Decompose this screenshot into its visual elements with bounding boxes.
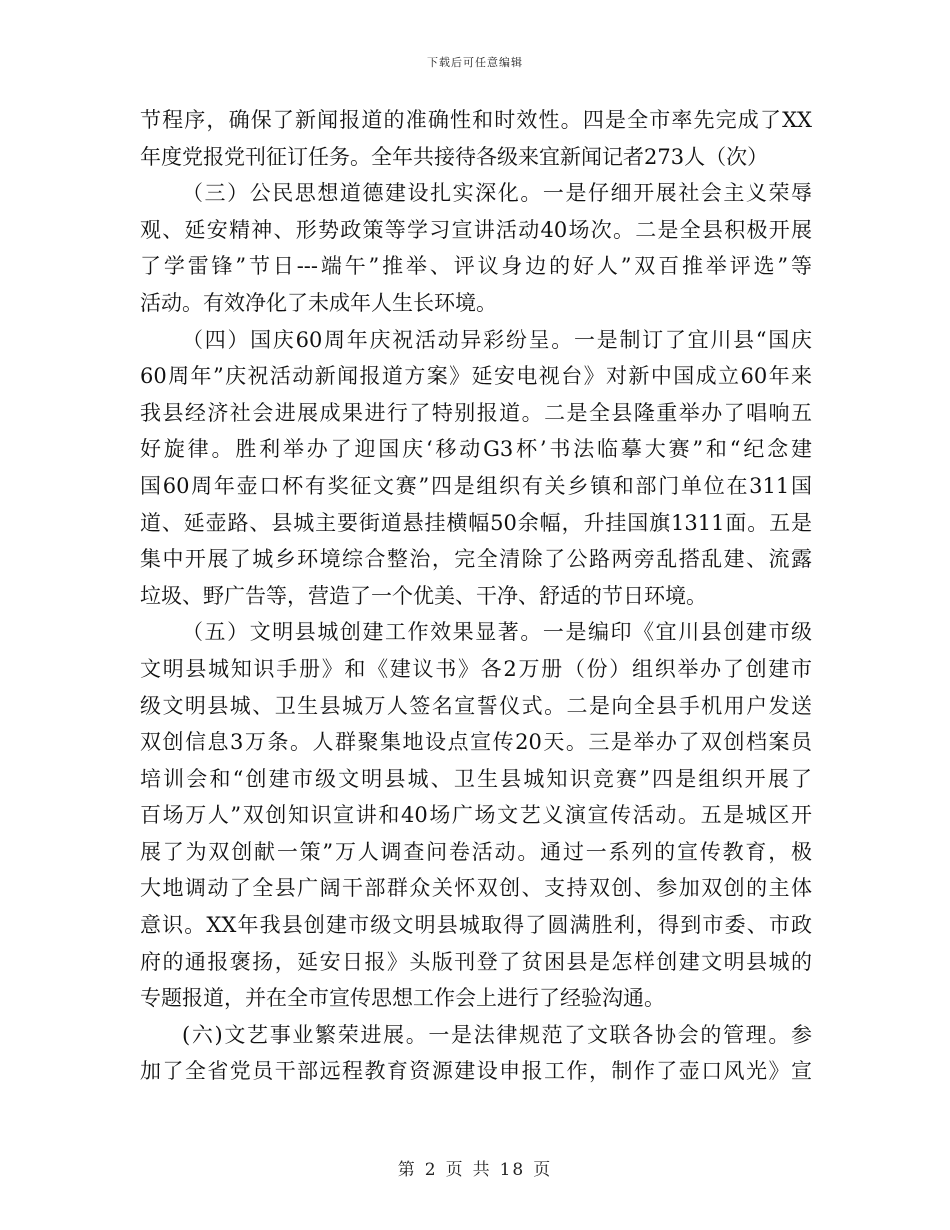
text-line: 集中开展了城乡环境综合整治，完全清除了公路两旁乱搭乱建、流露: [140, 547, 812, 572]
text-line: 年度党报党刊征订任务。全年共接待各级来宜新闻记者273人（次）: [140, 144, 769, 169]
text-line: （三）公民思想道德建设扎实深化。一是仔细开展社会主义荣辱: [182, 181, 812, 206]
text-line: 大地调动了全县广阔干部群众关怀双创、支持双创、参加双创的主体: [140, 876, 812, 901]
text-line: 双创信息3万条。人群聚集地设点宣传20天。三是举办了双创档案员: [140, 730, 812, 755]
text-line: 专题报道，并在全市宣传思想工作会上进行了经验沟通。: [140, 986, 665, 1011]
text-line: 展了为双创献一策”万人调查问卷活动。通过一系列的宣传教育，极: [140, 839, 812, 864]
footer-page-label: 页: [445, 1160, 465, 1180]
text-line: 好旋律。胜利举办了迎国庆‘移动G3杯’书法临摹大赛”和“纪念建: [140, 437, 812, 462]
text-line: 培训会和“创建市级文明县城、卫生县城知识竞赛”四是组织开展了: [140, 766, 812, 791]
text-line: 加了全省党员干部远程教育资源建设申报工作，制作了壶口风光》宣: [140, 1059, 812, 1084]
text-line: 府的通报褒扬，延安日报》头版刊登了贫困县是怎样创建文明县城的: [140, 949, 812, 974]
text-line: 活动。有效净化了未成年人生长环境。: [140, 290, 497, 315]
text-line: 垃圾、野广告等，营造了一个优美、干净、舒适的节日环境。: [140, 583, 707, 608]
document-body: [140, 102, 812, 1090]
text-line: 道、延壶路、县城主要街道悬挂横幅50余幅，升挂国旗1311面。五是: [140, 510, 812, 535]
text-line: 文明县城知识手册》和《建议书》各2万册（份）组织举办了创建市: [140, 656, 812, 681]
text-line: 意识。XX年我县创建市级文明县城取得了圆满胜利，得到市委、市政: [140, 913, 812, 938]
current-page-number: 2: [424, 1160, 438, 1180]
text-line: 国60周年壶口杯有奖征文赛”四是组织有关乡镇和部门单位在311国: [140, 473, 812, 498]
text-line: （四）国庆60周年庆祝活动异彩纷呈。一是制订了宜川县“国庆: [182, 327, 812, 352]
total-page-count: 18: [499, 1160, 526, 1180]
footer-total-label: 共: [472, 1160, 492, 1180]
text-line: 我县经济社会进展成果进行了特别报道。二是全县隆重举办了唱响五: [140, 400, 812, 425]
text-line: 了学雷锋”节日---端午”推举、评议身边的好人”双百推举评选”等: [140, 254, 812, 279]
text-line: （五）文明县城创建工作效果显著。一是编印《宜川县创建市级: [182, 620, 812, 645]
text-line: 节程序，确保了新闻报道的准确性和时效性。四是全市率先完成了XX: [140, 108, 812, 132]
text-line: 级文明县城、卫生县城万人签名宣誓仪式。二是向全县手机用户发送: [140, 693, 812, 718]
page-header: 下载后可任意编辑: [427, 56, 523, 69]
text-line: 观、延安精神、形势政策等学习宣讲活动40场次。二是全县积极开展: [140, 217, 812, 242]
footer-suffix: 页: [533, 1160, 553, 1180]
text-line: (六)文艺事业繁荣进展。一是法律规范了文联各协会的管理。参: [182, 1022, 812, 1047]
page-footer: [0, 1155, 950, 1180]
footer-prefix: 第: [397, 1160, 417, 1180]
text-line: 60周年”庆祝活动新闻报道方案》延安电视台》对新中国成立60年来: [140, 364, 812, 389]
text-line: 百场万人”双创知识宣讲和40场广场文艺义演宣传活动。五是城区开: [140, 803, 812, 828]
